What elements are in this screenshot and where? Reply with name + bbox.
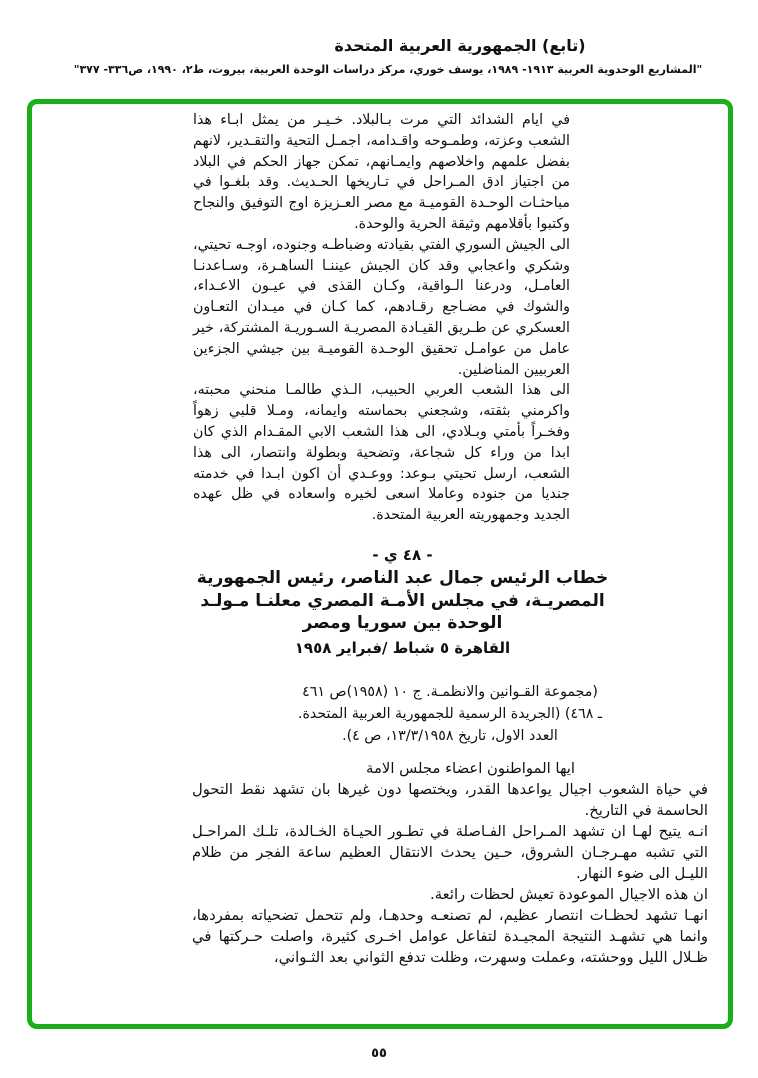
document-heading <box>195 546 610 657</box>
quote-paragraph: الى هذا الشعب العربي الحبيب، الـذي طالمـا منحني محبته، واكرمني بثقته، وشجعني بحماسته وايمانه، ومـلا قلبي زهواً وفخـراً بأمتي وبـلادي، الى هذا الشعب الابي المقـدام الذي كان ابدا من وراء كل شجاعة، وتضحية وبطولة وانتصار، الى هذا الشعب، ارسل تحيتي بـوعد: ووعـدي أن اكون ابـدا في خدمته جنديا من جنوده وعاملا اسعى لخيره واسعاده في ظل عهده الجديد وجمهوريته العربية المتحدة. <box>193 382 570 524</box>
speech-salutation: ايها المواطنون اعضاء مجلس الامة <box>366 760 575 777</box>
source-note-line: العدد الاول، تاريخ ١٣/٣/١٩٥٨، ص ٤). <box>342 728 558 744</box>
document-number: - ٤٨ ي - <box>372 546 433 564</box>
page-header-citation: "المشاريع الوحدوية العربية ١٩١٣- ١٩٨٩، يوسف خوري، مركز دراسات الوحدة العربية، بيروت، ط٢، ١٩٩٠، ص٣٣٦- ٣٧٧" <box>73 63 703 76</box>
speech-paragraph: في حياة الشعوب اجيال يواعدها القدر، ويختصها دون غيرها بان تشهد نقط التحول الحاسمة في التاريخ. <box>192 781 708 819</box>
page-number: ٥٥ <box>371 1046 387 1061</box>
quote-paragraph: الى الجيش السوري الفتي بقيادته وضباطـه وجنوده، اوجـه تحيتي، وشكري واعجابي وقد كان الجيش عيننـا الساهـرة، وسـاعدنـا العامـل، ودرعنا الـواقية، وكـان القذى في عيـون الاعـداء، والشوك في مضـاجع رقـادهم، كما كـان في ميـدان التعـاون العسكري عن طـريق القيـادة المصريـة السـوريـة المشتركة، خير عامل من عوامـل تحقيق الوحـدة القوميـة بين جيشي الجزءين العربيين المناضلين. <box>193 236 570 378</box>
quote-paragraph: في ايام الشدائد التي مرت بـالبلاد. خـيـر من يمثل ابـاء هذا الشعب وعزته، وطمـوحه واقـدامه، اجمـل التحية والتقـدير، لانهم بفضل علمهم واخلاصهم وايمـانهم، تمكن جهاز الحكم في البلاد من اجتياز ادق المـراحل في تـاريخها الحـديث. وقد بلغـوا في مباحثـات الوحـدة القوميـة مع مصر العـزيزة اوج التوفيق والنجاح وكتبوا بأقلامهم وثيقة الحرية والوحدة. <box>193 112 570 232</box>
document-date-line: القاهرة ٥ شباط /فبراير ١٩٥٨ <box>294 638 511 657</box>
document-title-line: الوحدة بين سوريا ومصر <box>302 613 503 633</box>
speech-paragraph: ان هذه الاجيال الموعودة تعيش لحظات رائعة. <box>430 886 708 903</box>
page-header-title: (تابع) الجمهورية العربية المتحدة <box>334 36 586 55</box>
source-note <box>200 681 700 747</box>
document-title-line: خطاب الرئيس جمال عبد الناصر، رئيس الجمهورية <box>196 568 609 588</box>
speech-paragraph: انـه يتيح لهـا ان تشهد المـراحل الفـاصلة في تطـور الحيـاة الخـالدة، تلـك المراحـل التي تشبه مهـرجـان الشروق، حـين يحدث الانتقال العظيم ساعة الفجر من ظلام الليـل الى ضوء النهار. <box>192 823 708 882</box>
quote-section <box>193 110 570 526</box>
document-title-line: المصريـة، في مجلس الأمـة المصري معلنـا مـولـد <box>200 590 605 611</box>
speech-body <box>192 758 708 968</box>
source-note-line: ـ ٤٦٨) (الجريدة الرسمية للجمهورية العربية المتحدة. <box>297 706 603 722</box>
source-note-line: (مجموعة القـوانين والانظمـة. ج ١٠ (١٩٥٨)ص ٤٦١ <box>302 684 598 700</box>
speech-paragraph: انهـا تشهد لحظـات انتصار عظيم، لم تصنعـه وحدهـا، ولم تتحمل تضحياته بمفردها، وانما هي تشهـد النتيجة المجيـدة لتفاعل عوامل اخـرى كثيرة، واصلت حـركتها في ظـلال الليل ووحشته، وعملت وسهرت، وظلت تدفع الثواني بعد الثـواني، <box>192 907 708 966</box>
